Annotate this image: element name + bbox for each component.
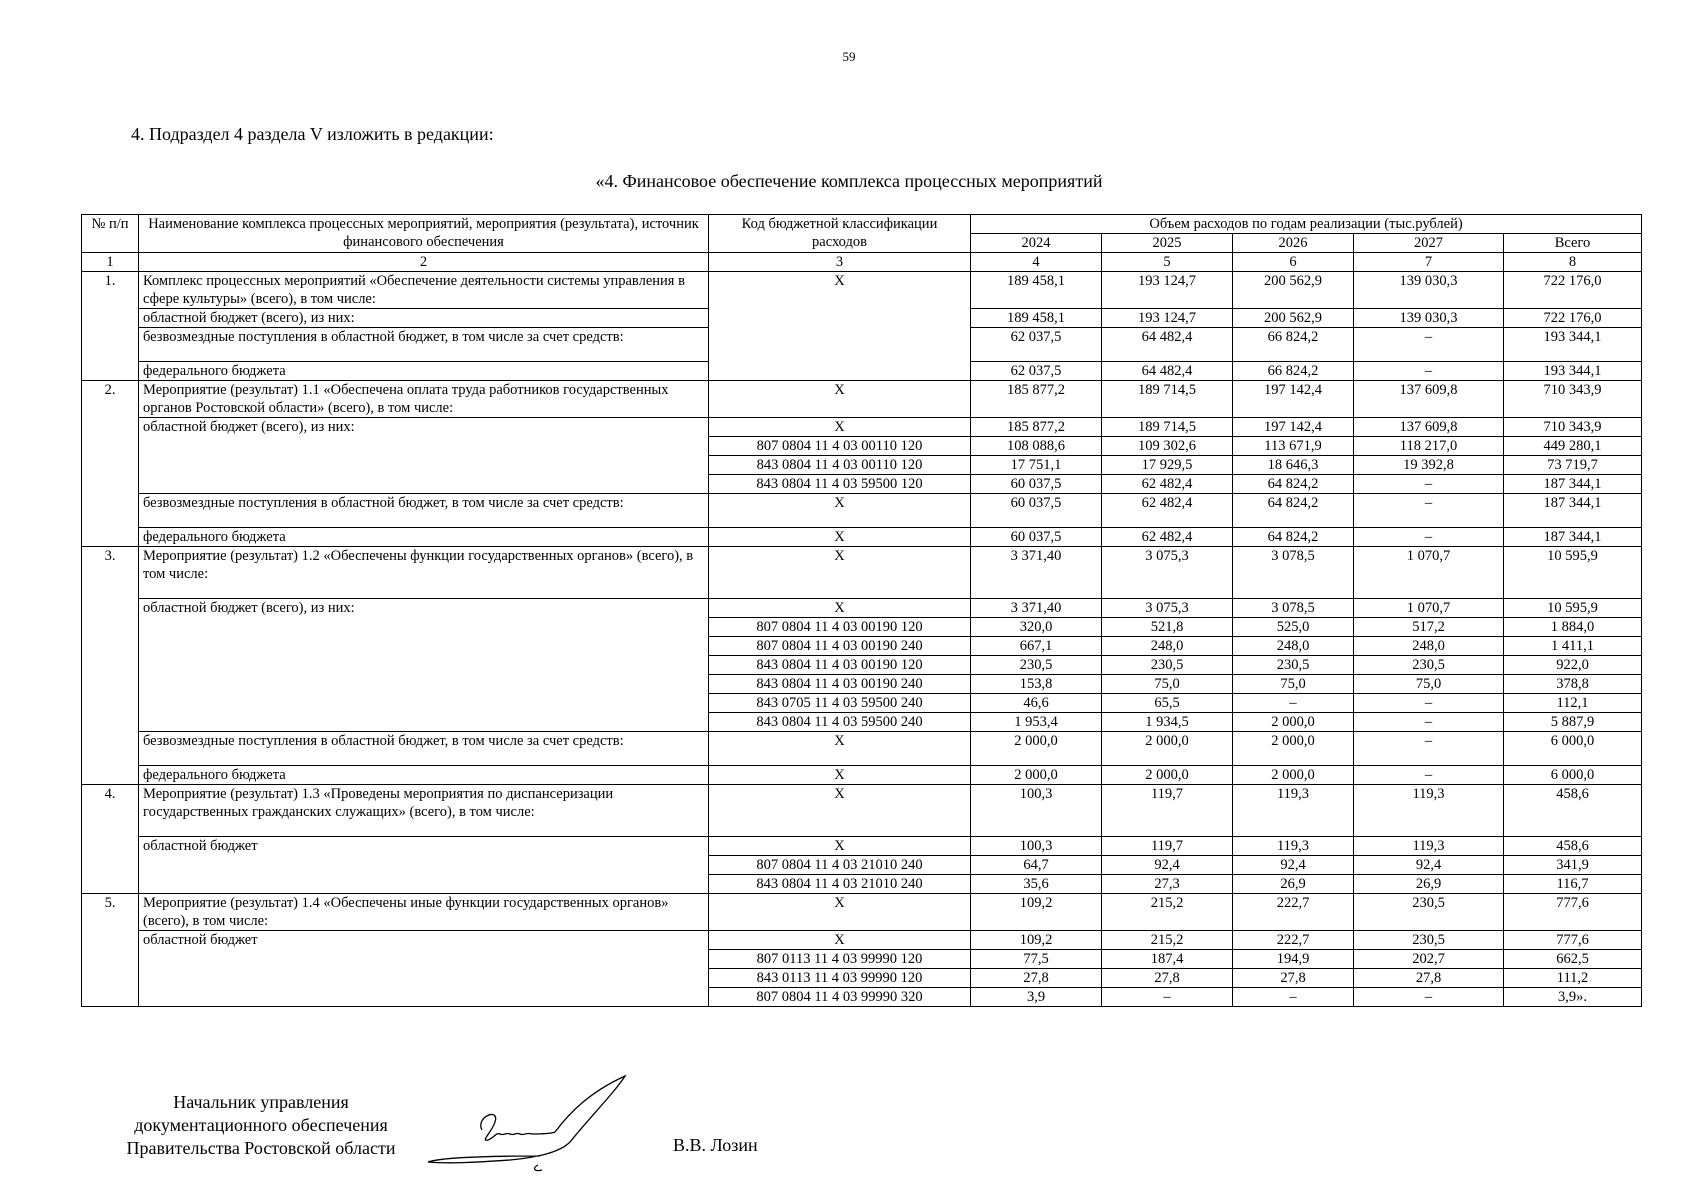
year-value: 137 609,8 (1354, 381, 1504, 418)
budget-code: 843 0804 11 4 03 00190 120 (709, 656, 971, 675)
year-value: 65,5 (1102, 694, 1233, 713)
year-value: 27,8 (1102, 969, 1233, 988)
year-value: 113 671,9 (1233, 437, 1354, 456)
table-row (82, 599, 1642, 618)
year-value: 320,0 (971, 618, 1102, 637)
budget-code: X (709, 381, 971, 418)
year-value: 17 751,1 (971, 456, 1102, 475)
year-value: 667,1 (971, 637, 1102, 656)
year-value: 119,7 (1102, 785, 1233, 837)
budget-code: 807 0804 11 4 03 00110 120 (709, 437, 971, 456)
total-value: 116,7 (1504, 875, 1642, 894)
total-value: 1 884,0 (1504, 618, 1642, 637)
year-value: 27,8 (971, 969, 1102, 988)
total-value: 378,8 (1504, 675, 1642, 694)
year-value: – (1354, 988, 1504, 1007)
year-value: 189 714,5 (1102, 381, 1233, 418)
year-value: 230,5 (971, 656, 1102, 675)
budget-code: 843 0705 11 4 03 59500 240 (709, 694, 971, 713)
total-value: 111,2 (1504, 969, 1642, 988)
year-value: 92,4 (1354, 856, 1504, 875)
year-value: 230,5 (1102, 656, 1233, 675)
row-name: безвозмездные поступления в областной бюджет, в том числе за счет средств: (139, 494, 709, 528)
year-value: 62 482,4 (1102, 494, 1233, 528)
year-value: 62 482,4 (1102, 528, 1233, 547)
budget-code: 843 0804 11 4 03 21010 240 (709, 875, 971, 894)
year-value: – (1354, 732, 1504, 766)
signer-title-line: Правительства Ростовской области (126, 1138, 396, 1158)
total-value: 112,1 (1504, 694, 1642, 713)
year-value: 60 037,5 (971, 528, 1102, 547)
table-row (82, 732, 1642, 766)
header-year: 2027 (1354, 234, 1504, 253)
row-number: 4. (82, 785, 139, 894)
budget-code: X (709, 732, 971, 766)
col-number: 3 (709, 253, 971, 272)
year-value: 248,0 (1233, 637, 1354, 656)
year-value: 2 000,0 (1102, 766, 1233, 785)
year-value: 1 934,5 (1102, 713, 1233, 732)
year-value: 119,3 (1354, 785, 1504, 837)
budget-code: 807 0804 11 4 03 00190 120 (709, 618, 971, 637)
year-value: 202,7 (1354, 950, 1504, 969)
handwritten-signature (420, 1072, 650, 1172)
year-value: 119,3 (1233, 785, 1354, 837)
header-year: 2026 (1233, 234, 1354, 253)
year-value: 64 482,4 (1102, 328, 1233, 362)
finance-table (81, 214, 1642, 1007)
total-value: 6 000,0 (1504, 732, 1642, 766)
total-value: 3,9». (1504, 988, 1642, 1007)
year-value: 197 142,4 (1233, 381, 1354, 418)
year-value: 222,7 (1233, 931, 1354, 950)
header-code: Код бюджетной классификации расходов (709, 215, 971, 253)
year-value: 64 824,2 (1233, 494, 1354, 528)
year-value: 3 371,40 (971, 547, 1102, 599)
year-value: 200 562,9 (1233, 272, 1354, 309)
row-number: 3. (82, 547, 139, 785)
year-value: 222,7 (1233, 894, 1354, 931)
total-value: 662,5 (1504, 950, 1642, 969)
total-value: 722 176,0 (1504, 309, 1642, 328)
total-value: 5 887,9 (1504, 713, 1642, 732)
table-row (82, 894, 1642, 931)
budget-code: X (709, 599, 971, 618)
row-name: Мероприятие (результат) 1.2 «Обеспечены функции государственных органов» (всего), в том числе: (139, 547, 709, 599)
budget-code: 843 0804 11 4 03 59500 120 (709, 475, 971, 494)
col-number: 7 (1354, 253, 1504, 272)
year-value: 185 877,2 (971, 418, 1102, 437)
year-value: 92,4 (1233, 856, 1354, 875)
table-row (82, 837, 1642, 856)
year-value: 119,3 (1233, 837, 1354, 856)
header-year: 2025 (1102, 234, 1233, 253)
header-total: Всего (1504, 234, 1642, 253)
row-name: областной бюджет (всего), из них: (139, 309, 709, 328)
budget-code: X (709, 766, 971, 785)
total-value: 187 344,1 (1504, 528, 1642, 547)
year-value: 119,7 (1102, 837, 1233, 856)
year-value: – (1354, 362, 1504, 381)
total-value: 341,9 (1504, 856, 1642, 875)
year-value: 185 877,2 (971, 381, 1102, 418)
year-value: 62 037,5 (971, 362, 1102, 381)
year-value: 2 000,0 (1233, 766, 1354, 785)
year-value: 189 714,5 (1102, 418, 1233, 437)
year-value: 248,0 (1354, 637, 1504, 656)
row-name: федерального бюджета (139, 766, 709, 785)
total-value: 458,6 (1504, 785, 1642, 837)
year-value: 1 070,7 (1354, 547, 1504, 599)
year-value: 230,5 (1354, 931, 1504, 950)
table-row (82, 528, 1642, 547)
table-row (82, 766, 1642, 785)
budget-code: X (709, 931, 971, 950)
year-value: 2 000,0 (971, 732, 1102, 766)
table-row (82, 494, 1642, 528)
year-value: 193 124,7 (1102, 309, 1233, 328)
year-value: 75,0 (1354, 675, 1504, 694)
row-name: федерального бюджета (139, 362, 709, 381)
intro-paragraph: 4. Подраздел 4 раздела V изложить в редакции: (131, 124, 494, 144)
year-value: 517,2 (1354, 618, 1504, 637)
year-value: 200 562,9 (1233, 309, 1354, 328)
year-value: 137 609,8 (1354, 418, 1504, 437)
total-value: 73 719,7 (1504, 456, 1642, 475)
row-name: Мероприятие (результат) 1.1 «Обеспечена оплата труда работников государственных органов Ростовской области» (всего), в том числе: (139, 381, 709, 418)
year-value: 525,0 (1233, 618, 1354, 637)
budget-code: 807 0804 11 4 03 00190 240 (709, 637, 971, 656)
row-name: Мероприятие (результат) 1.4 «Обеспечены иные функции государственных органов» (всего), в том числе: (139, 894, 709, 931)
budget-code: 807 0804 11 4 03 21010 240 (709, 856, 971, 875)
total-value: 449 280,1 (1504, 437, 1642, 456)
year-value: 194,9 (1233, 950, 1354, 969)
year-value: 35,6 (971, 875, 1102, 894)
signer-title-line: документационного обеспечения (134, 1115, 388, 1135)
row-name: безвозмездные поступления в областной бюджет, в том числе за счет средств: (139, 328, 709, 362)
total-value: 6 000,0 (1504, 766, 1642, 785)
year-value: 3 371,40 (971, 599, 1102, 618)
year-value: 521,8 (1102, 618, 1233, 637)
total-value: 187 344,1 (1504, 475, 1642, 494)
total-value: 710 343,9 (1504, 418, 1642, 437)
budget-code: X (709, 272, 971, 381)
budget-code: X (709, 494, 971, 528)
year-value: 3 078,5 (1233, 599, 1354, 618)
year-value: 75,0 (1102, 675, 1233, 694)
row-number: 2. (82, 381, 139, 547)
year-value: 189 458,1 (971, 309, 1102, 328)
year-value: 2 000,0 (971, 766, 1102, 785)
total-value: 10 595,9 (1504, 599, 1642, 618)
year-value: 3,9 (971, 988, 1102, 1007)
budget-code: X (709, 785, 971, 837)
year-value: 60 037,5 (971, 475, 1102, 494)
total-value: 722 176,0 (1504, 272, 1642, 309)
year-value: 77,5 (971, 950, 1102, 969)
year-value: 153,8 (971, 675, 1102, 694)
year-value: – (1354, 528, 1504, 547)
header-volume: Объем расходов по годам реализации (тыс.рублей) (971, 215, 1642, 234)
year-value: 60 037,5 (971, 494, 1102, 528)
total-value: 710 343,9 (1504, 381, 1642, 418)
year-value: 1 070,7 (1354, 599, 1504, 618)
year-value: 26,9 (1233, 875, 1354, 894)
total-value: 777,6 (1504, 894, 1642, 931)
year-value: 248,0 (1102, 637, 1233, 656)
col-number: 4 (971, 253, 1102, 272)
year-value: 100,3 (971, 837, 1102, 856)
table-row (82, 272, 1642, 309)
page-number: 59 (842, 49, 856, 64)
col-number: 1 (82, 253, 139, 272)
row-number: 1. (82, 272, 139, 381)
year-value: 64,7 (971, 856, 1102, 875)
row-name: Мероприятие (результат) 1.3 «Проведены мероприятия по диспансеризации государственных гражданских служащих» (всего), в том числе: (139, 785, 709, 837)
year-value: 2 000,0 (1102, 732, 1233, 766)
header-year: 2024 (971, 234, 1102, 253)
section-title: «4. Финансовое обеспечение комплекса процессных мероприятий (595, 171, 1103, 191)
table-row (82, 785, 1642, 837)
year-value: 46,6 (971, 694, 1102, 713)
table-row (82, 547, 1642, 599)
table-row (82, 381, 1642, 418)
budget-code: 843 0804 11 4 03 00190 240 (709, 675, 971, 694)
total-value: 922,0 (1504, 656, 1642, 675)
row-name: Комплекс процессных мероприятий «Обеспечение деятельности системы управления в сфере культуры» (всего), в том числе: (139, 272, 709, 309)
total-value: 777,6 (1504, 931, 1642, 950)
year-value: – (1102, 988, 1233, 1007)
year-value: 230,5 (1233, 656, 1354, 675)
row-name: областной бюджет (139, 931, 709, 1007)
row-name: федерального бюджета (139, 528, 709, 547)
year-value: 2 000,0 (1233, 732, 1354, 766)
total-value: 193 344,1 (1504, 362, 1642, 381)
year-value: 27,3 (1102, 875, 1233, 894)
row-number: 5. (82, 894, 139, 1007)
year-value: 3 078,5 (1233, 547, 1354, 599)
signer-name: В.В. Лозин (673, 1135, 758, 1155)
header-row-top (82, 215, 1642, 234)
budget-code: 843 0804 11 4 03 00110 120 (709, 456, 971, 475)
year-value: 62 482,4 (1102, 475, 1233, 494)
year-value: – (1354, 766, 1504, 785)
year-value: 109,2 (971, 931, 1102, 950)
col-number: 8 (1504, 253, 1642, 272)
year-value: 109 302,6 (1102, 437, 1233, 456)
year-value: 118 217,0 (1354, 437, 1504, 456)
year-value: 109,2 (971, 894, 1102, 931)
budget-code: X (709, 418, 971, 437)
year-value: 75,0 (1233, 675, 1354, 694)
year-value: – (1354, 694, 1504, 713)
year-value: 92,4 (1102, 856, 1233, 875)
budget-code: 843 0804 11 4 03 59500 240 (709, 713, 971, 732)
year-value: 215,2 (1102, 931, 1233, 950)
col-number: 6 (1233, 253, 1354, 272)
year-value: 189 458,1 (971, 272, 1102, 309)
year-value: 230,5 (1354, 894, 1504, 931)
year-value: 26,9 (1354, 875, 1504, 894)
year-value: – (1233, 694, 1354, 713)
col-number: 5 (1102, 253, 1233, 272)
year-value: 27,8 (1233, 969, 1354, 988)
year-value: 193 124,7 (1102, 272, 1233, 309)
year-value: – (1354, 475, 1504, 494)
total-value: 458,6 (1504, 837, 1642, 856)
total-value: 10 595,9 (1504, 547, 1642, 599)
row-name: областной бюджет (всего), из них: (139, 599, 709, 732)
year-value: 19 392,8 (1354, 456, 1504, 475)
year-value: 215,2 (1102, 894, 1233, 931)
year-value: 119,3 (1354, 837, 1504, 856)
year-value: 197 142,4 (1233, 418, 1354, 437)
year-value: 1 953,4 (971, 713, 1102, 732)
col-number: 2 (139, 253, 709, 272)
signer-title-line: Начальник управления (173, 1092, 349, 1112)
table-row (82, 931, 1642, 950)
year-value: 64 824,2 (1233, 475, 1354, 494)
budget-code: X (709, 528, 971, 547)
budget-code: 807 0113 11 4 03 99990 120 (709, 950, 971, 969)
year-value: 64 824,2 (1233, 528, 1354, 547)
header-num: № п/п (82, 215, 139, 253)
year-value: – (1354, 713, 1504, 732)
budget-code: 807 0804 11 4 03 99990 320 (709, 988, 971, 1007)
header-name: Наименование комплекса процессных мероприятий, мероприятия (результата), источник финансового обеспечения (139, 215, 709, 253)
budget-code: X (709, 894, 971, 931)
year-value: 27,8 (1354, 969, 1504, 988)
budget-code: X (709, 547, 971, 599)
year-value: 62 037,5 (971, 328, 1102, 362)
budget-code: X (709, 837, 971, 856)
signature-title-block (81, 1091, 441, 1160)
row-name: областной бюджет (всего), из них: (139, 418, 709, 494)
year-value: 66 824,2 (1233, 362, 1354, 381)
year-value: 18 646,3 (1233, 456, 1354, 475)
year-value: – (1354, 328, 1504, 362)
total-value: 193 344,1 (1504, 328, 1642, 362)
row-name: областной бюджет (139, 837, 709, 894)
budget-code: 843 0113 11 4 03 99990 120 (709, 969, 971, 988)
year-value: 17 929,5 (1102, 456, 1233, 475)
year-value: 108 088,6 (971, 437, 1102, 456)
year-value: 2 000,0 (1233, 713, 1354, 732)
year-value: 3 075,3 (1102, 547, 1233, 599)
year-value: 64 482,4 (1102, 362, 1233, 381)
year-value: 187,4 (1102, 950, 1233, 969)
year-value: 139 030,3 (1354, 272, 1504, 309)
year-value: – (1233, 988, 1354, 1007)
column-numbers-row (82, 253, 1642, 272)
table-row (82, 418, 1642, 437)
total-value: 1 411,1 (1504, 637, 1642, 656)
year-value: 100,3 (971, 785, 1102, 837)
year-value: 139 030,3 (1354, 309, 1504, 328)
year-value: 230,5 (1354, 656, 1504, 675)
year-value: 66 824,2 (1233, 328, 1354, 362)
row-name: безвозмездные поступления в областной бюджет, в том числе за счет средств: (139, 732, 709, 766)
year-value: 3 075,3 (1102, 599, 1233, 618)
total-value: 187 344,1 (1504, 494, 1642, 528)
year-value: – (1354, 494, 1504, 528)
